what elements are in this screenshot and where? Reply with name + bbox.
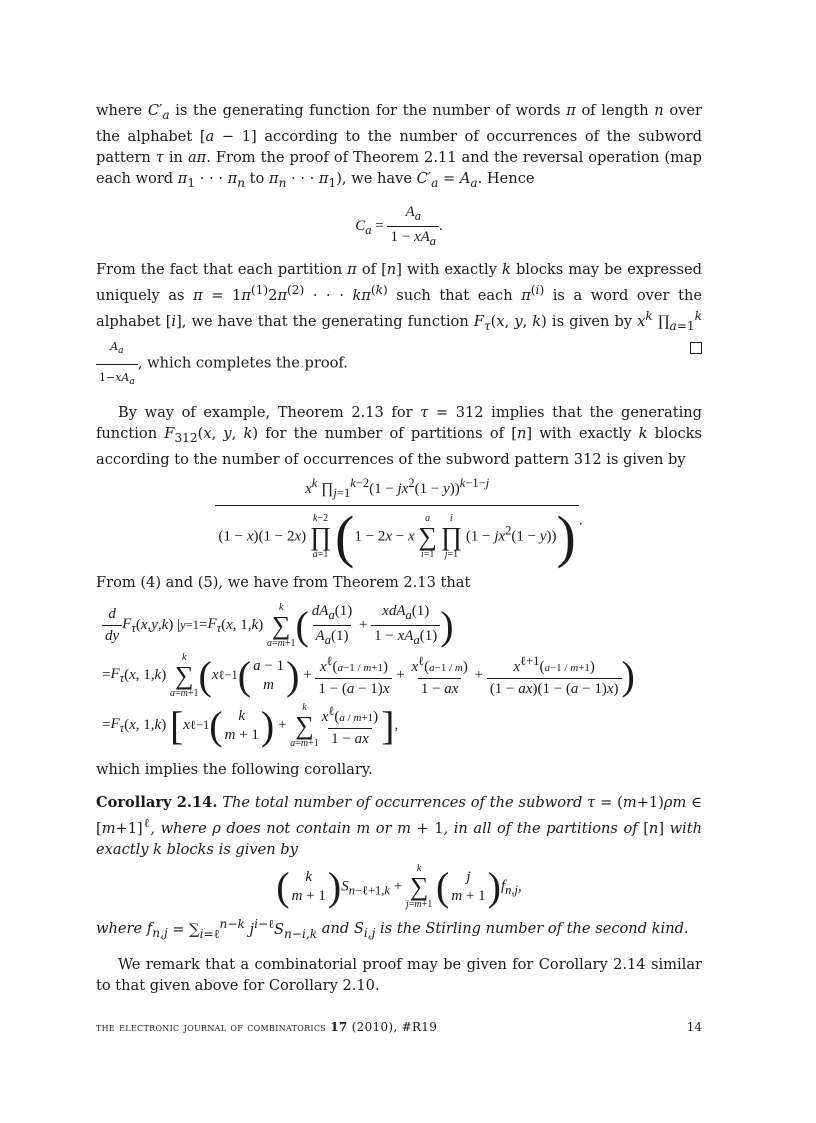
equation-derivative-block <box>102 603 702 749</box>
paragraph-example-312: By way of example, Theorem 2.13 for τ = 312 implies that the generating function $F_{312}(x$, y, k) for the number of partitions of [n] with exactly k blocks according to the number of occurrences of the subword pattern 312 is given by <box>96 403 703 468</box>
paragraph-combinatorial-remark: We remark that a combinatorial proof may be given for Corollary 2.14 similar to that given above for Corollary 2.10. <box>96 956 702 995</box>
paragraph-implies-corollary: which implies the following corollary. <box>96 760 373 778</box>
equation-f312: $x^k$ $\prod_{j=1}^{k-2}(1 - jx^2(1 - y))^{k-1-j}$ (1 − x)(1 − 2x) k−2 ∏ a=1 (1 − 2x − x a ∑ i=1 i ∏ j=1 $(1 - jx^2(1 - y))$) . <box>96 476 702 566</box>
page-number: 14 <box>686 1020 702 1034</box>
equation-derivative-line-2: = $F_\tau$ ( x , 1, k ) k ∑ a=m+1 ( x ℓ−1 ( a − 1 m ) + $\frac{x^\ell(a-1 / m+1)}{1 - (a - 1)x}$ + $\frac{x^\ell(a-1 / m)}{1 - ax}$ + $\frac{x^{\ell+1}(a-1 / m+1)}{(1 - ax)(1 - (a - 1)x)}$ ) <box>102 651 635 699</box>
page-footer <box>96 1020 702 1034</box>
equation-corollary: ( k m + 1 ) $S_{n-\ell+1,k}$ + k ∑ j=m+1 ( j m + 1 ) $f_{n,j}$, <box>276 862 522 910</box>
equation-ca: $C_a$ = $\frac{A_a}{1 - xA_a}$ . <box>355 203 443 248</box>
footer-journal-name: the electronic journal of combinatorics <box>96 1020 327 1034</box>
footer-year-article: (2010), #R19 <box>351 1020 438 1034</box>
equation-derivative-line-3: = $F_\tau$ ( x , 1, k ) [ x ℓ−1 ( k m + 1 ) + k ∑ a=m+1 $\frac{x^\ell(a / m+1)}{1 - ax}$ ] , <box>102 701 399 749</box>
paragraph-partition-expression: From the fact that each partition π of [n] with exactly k blocks may be expressed uniquely as $\pi = 1\pi^{(1)}2\pi^{(2)}$ · · · $k\pi^{(k)}$ such that each $\pi^{(i)}$ is a word over the alphabet [i], we have that the generating function $F_\tau(x$, y, k) is given by $x^k$ $\prod_{a=1}^k$ $\frac{A_a}{1-xA_a}$ , which completes the proof. <box>96 259 702 392</box>
footer-volume: 17 <box>330 1020 348 1034</box>
paragraph-from-4-5: From (4) and (5), we have from Theorem 2.13 that <box>96 573 471 591</box>
corollary-2-14: Corollary 2.14. The total number of occurrences of the subword τ = (m+1)ρm ∈ $[m+1]^\ell$, where ρ does not contain m or m + 1, in all of the partitions of [n] with exactly k blocks is given by <box>96 793 702 858</box>
footer-journal <box>96 1020 437 1034</box>
qed-box <box>690 342 702 354</box>
corollary-label: Corollary 2.14. <box>96 793 218 811</box>
corollary-where-clause: where $f_{n,j} = \sum_{i=\ell}^{n-k}$ $j^{i-\ell}S_{n-i,k}$ and $S_{i,j}$ is the Stirling number of the second kind. <box>96 916 689 941</box>
paragraph-generating-function: where $C'_a$ is the generating function for the number of words π of length n over the alphabet [a − 1] according to the number of occurrences of the subword pattern τ in aπ. From the proof of Theorem 2.11 and the reversal operation (map each word $\pi_1$ · · · $\pi_n$ to $\pi_n$ · · · $\pi_1$), we have $C'_a = A_a$. Hence <box>96 102 702 190</box>
equation-derivative-line-1: $\frac{d}{dy}$ $F_\tau$ ( x , y , k ) | y=1 = $F_\tau$ ( x , 1, k ) k ∑ a=m+1 ( $\frac{dA_a(1)}{A_a(1)}$ + $\frac{xdA_a(1)}{1 - xA_a(1)}$ ) <box>102 603 702 649</box>
page-body <box>96 100 702 996</box>
